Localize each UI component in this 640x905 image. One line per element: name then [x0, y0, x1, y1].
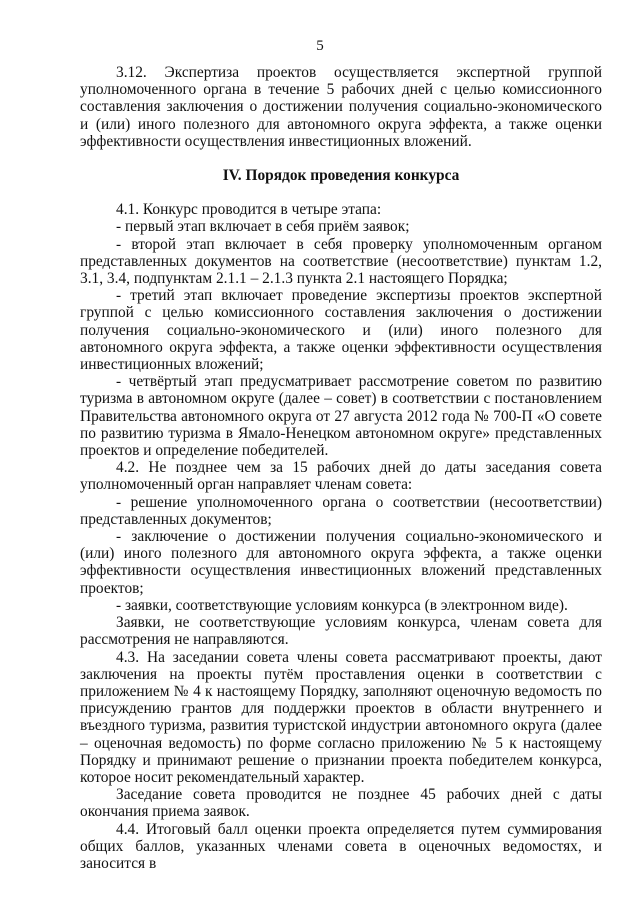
- paragraph-4-1-stage-1: - первый этап включает в себя приём заявок;: [116, 218, 410, 236]
- document-body: [80, 64, 602, 872]
- paragraph-4-1-stage-4: - четвёртый этап предусматривает рассмотрение советом по развитию туризма в автономном округе (далее – совет) в соответствии с постановлением Правительства автономного округа от 27 августа 2012 года № 700-П «О совете по развитию туризма в Ямало-Ненецком автономном округе» представленных проектов и определение победителей.: [80, 373, 602, 460]
- page-number: 5: [316, 38, 324, 54]
- paragraph-4-2-note: Заявки, не соответствующие условиям конкурса, членам совета для рассмотрения не направляются.: [80, 614, 602, 649]
- paragraph-4-2-item-2: - заключение о достижении получения социально-экономического и (или) иного полезного для автономного округа эффекта, а также оценки эффективности осуществления инвестиционных вложений представленных проектов;: [80, 528, 602, 597]
- section-heading: IV. Порядок проведения конкурса: [222, 167, 460, 185]
- paragraph-4-2-item-3: - заявки, соответствующие условиям конкурса (в электронном виде).: [116, 596, 568, 614]
- paragraph-4-3-note: Заседание совета проводится не позднее 45 рабочих дней с даты окончания приема заявок.: [80, 786, 602, 821]
- paragraph-4-2: 4.2. Не позднее чем за 15 рабочих дней до даты заседания совета уполномоченный орган направляет членам совета:: [80, 459, 602, 494]
- paragraph-3-12: 3.12. Экспертиза проектов осуществляется экспертной группой уполномоченного органа в течение 5 рабочих дней с целью комиссионного составления заключения о достижении получения социально-экономического и (или) иного полезного для автономного округа эффекта, а также оценки эффективности осуществления инвестиционных вложений.: [80, 64, 602, 150]
- paragraph-4-1-stage-2: - второй этап включает в себя проверку уполномоченным органом представленных документов на соответствие (несоответствие) пунктам 1.2, 3.1, 3.4, подпунктам 2.1.1 – 2.1.3 пункта 2.1 настоящего Порядка;: [80, 235, 602, 288]
- paragraph-4-1: 4.1. Конкурс проводится в четыре этапа:: [116, 201, 382, 219]
- paragraph-4-4: 4.4. Итоговый балл оценки проекта определяется путем суммирования общих баллов, указанных членами совета в оценочных ведомостях, и заносится в: [80, 820, 602, 872]
- paragraph-4-2-item-1: - решение уполномоченного органа о соответствии (несоответствии) представленных документов;: [80, 493, 602, 528]
- paragraph-4-3: 4.3. На заседании совета члены совета рассматривают проекты, дают заключения на проекты путём проставления оценки в соответствии с приложением № 4 к настоящему Порядку, заполняют оценочную ведомость по присуждению грантов для поддержки проектов в области внутреннего и въездного туризма, развития туристской индустрии автономного округа (далее – оценочная ведомость) по форме согласно приложению № 5 к настоящему Порядку и принимают решение о признании проекта победителем конкурса, которое носит рекомендательный характер.: [80, 648, 602, 786]
- paragraph-4-1-stage-3: - третий этап включает проведение экспертизы проектов экспертной группой с целью комиссионного составления заключения о достижении получения социально-экономического и (или) иного полезного для автономного округа эффекта, а также оценки эффективности осуществления инвестиционных вложений;: [80, 287, 602, 374]
